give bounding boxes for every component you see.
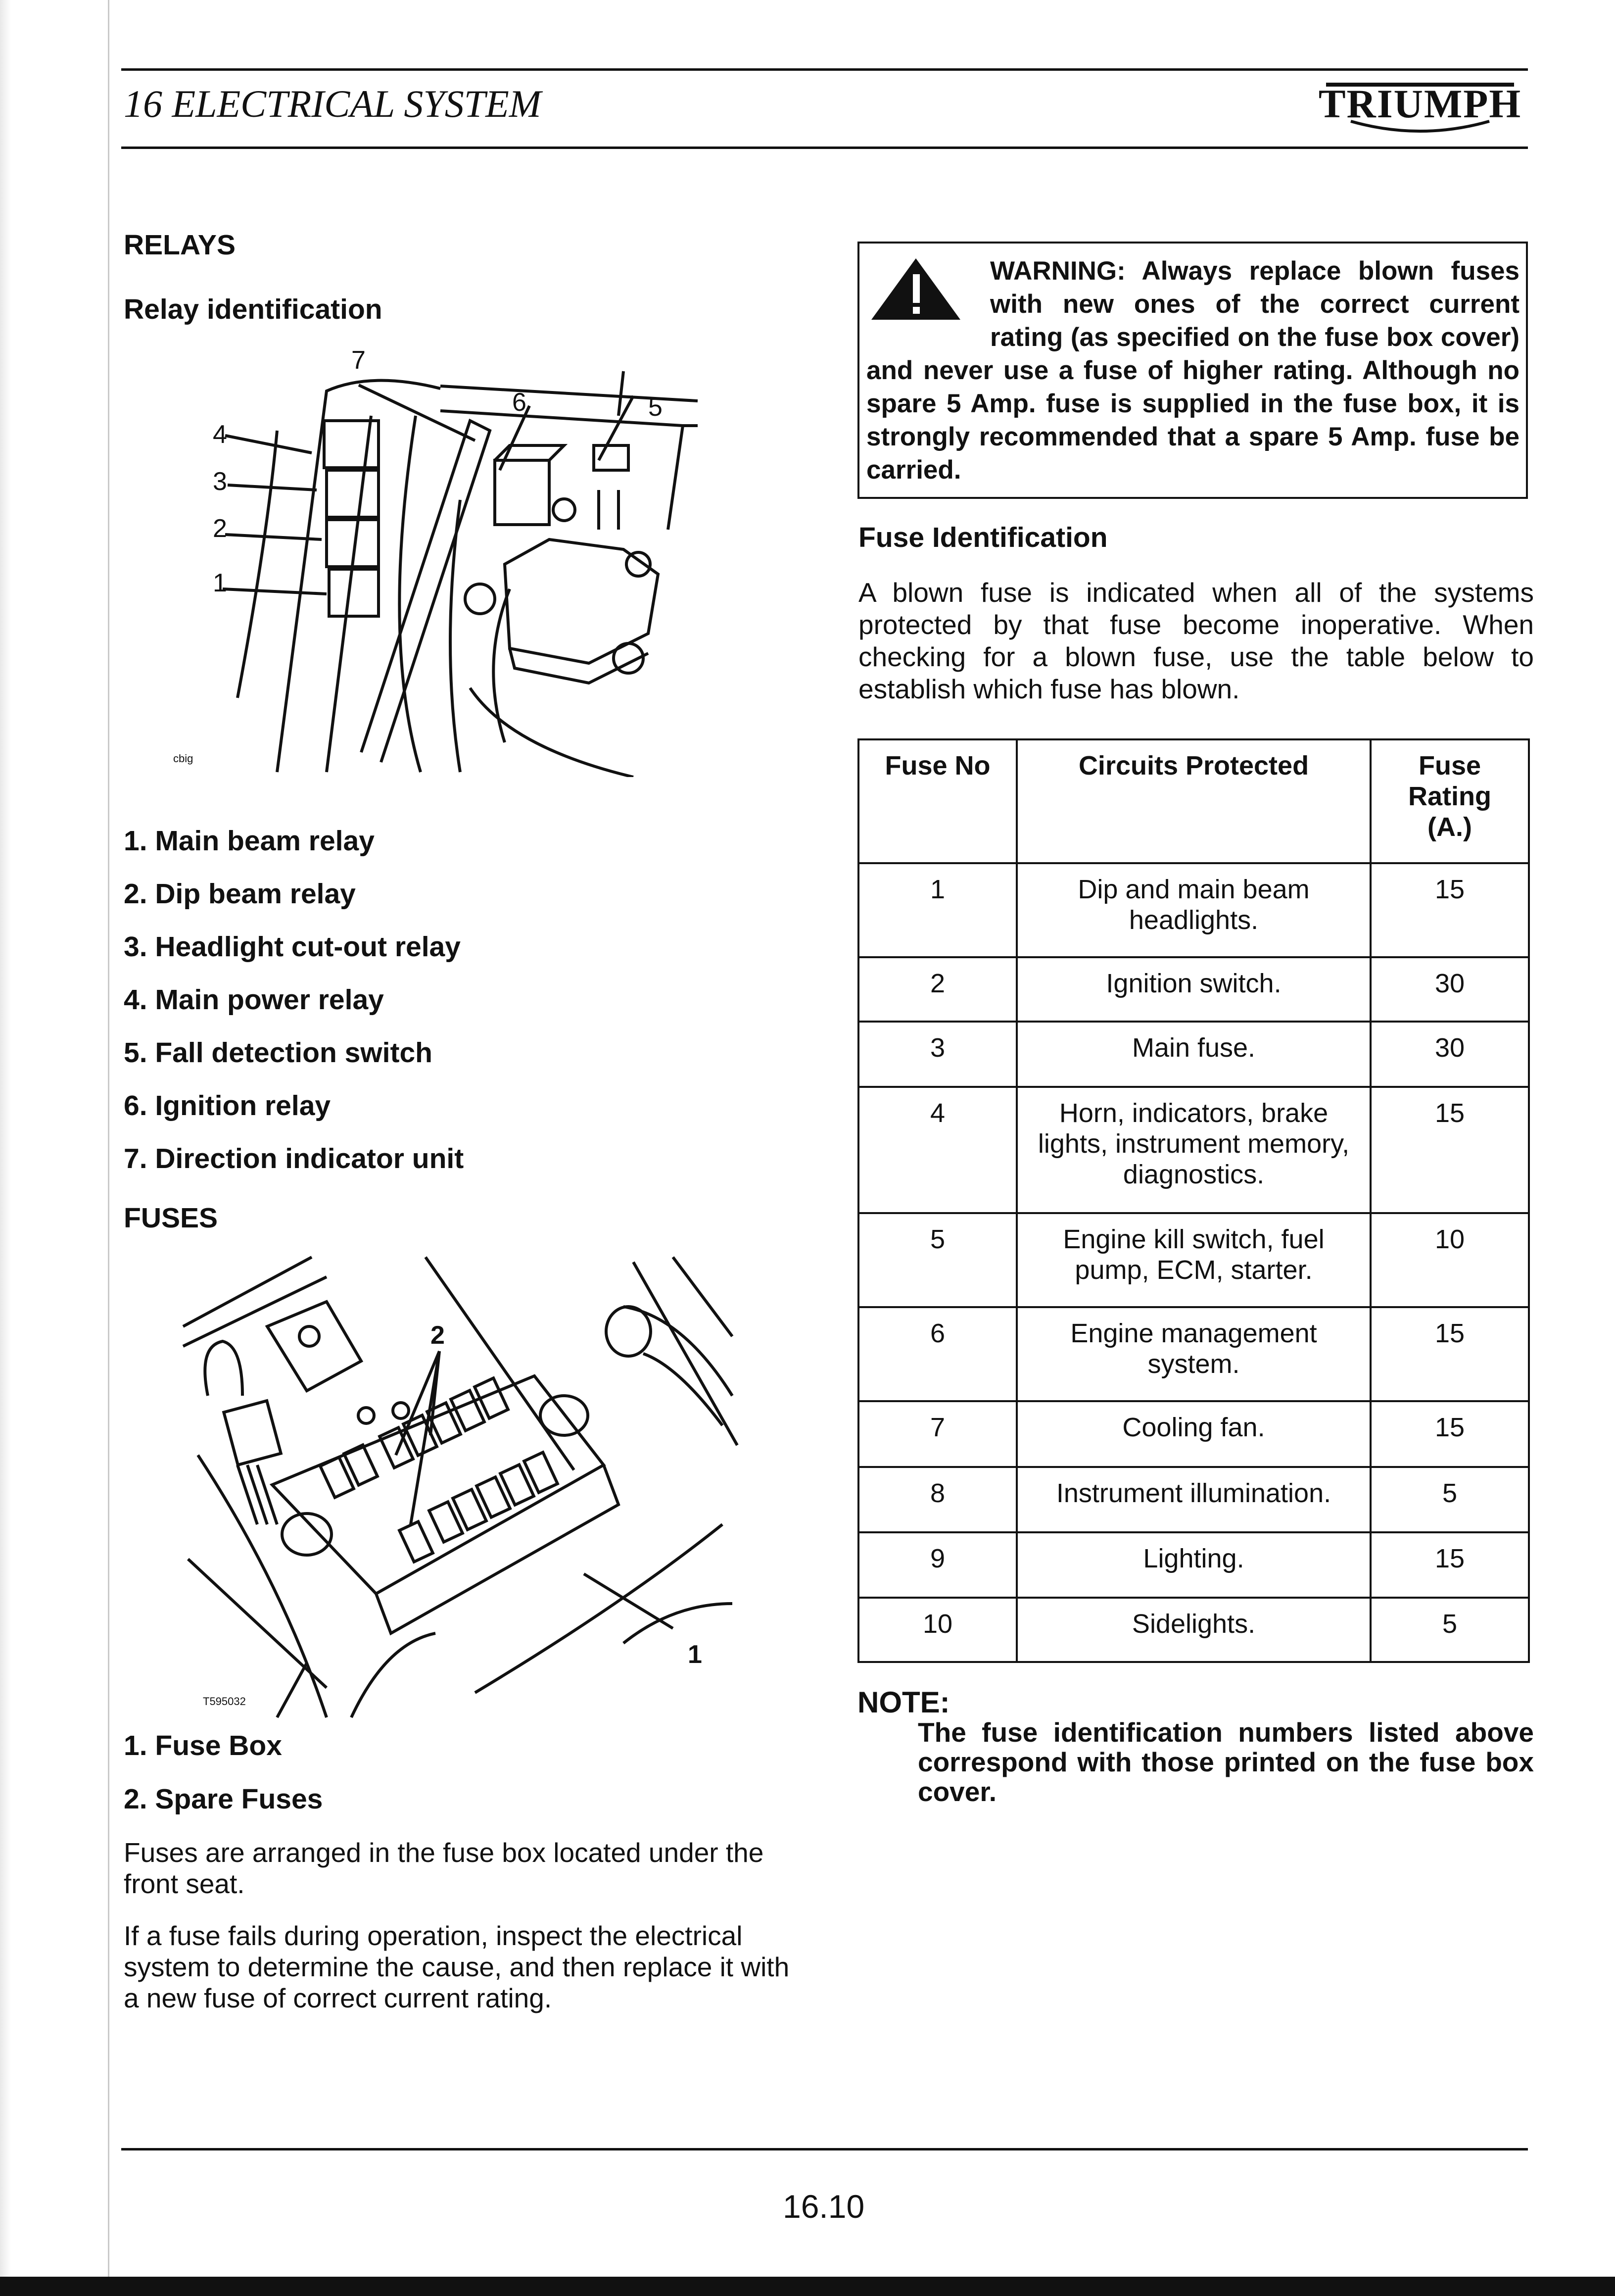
rating-cell: 15 xyxy=(1371,1532,1529,1598)
relay-legend-item: 6. Ignition relay xyxy=(124,1090,331,1122)
relay-legend-item: 5. Fall detection switch xyxy=(124,1037,432,1069)
fuse-callout-2: 2 xyxy=(430,1321,445,1350)
margin-line xyxy=(108,0,109,2296)
table-row xyxy=(858,1598,1529,1662)
column-header: Fuse Rating (A.) xyxy=(1371,739,1529,863)
header-top-rule xyxy=(121,68,1528,71)
relay-callout-6: 6 xyxy=(512,388,526,417)
relay-identification-heading: Relay identification xyxy=(124,293,382,325)
header-bottom-rule xyxy=(121,147,1528,149)
page-number: 16.10 xyxy=(783,2188,865,2225)
rating-cell: 30 xyxy=(1371,1022,1529,1087)
table-row xyxy=(858,1022,1529,1087)
circuits-cell: Main fuse. xyxy=(1017,1022,1371,1087)
fuses-paragraph: Fuses are arranged in the fuse box located under the front seat. xyxy=(124,1837,764,1899)
fuse-number-cell: 1 xyxy=(858,863,1017,957)
rating-cell: 15 xyxy=(1371,1307,1529,1401)
relay-callout-1: 1 xyxy=(213,569,227,597)
fuse-callout-1: 1 xyxy=(688,1640,702,1669)
triumph-logo xyxy=(1316,72,1524,144)
fuse-number-cell: 7 xyxy=(858,1401,1017,1467)
column-header: Fuse No xyxy=(858,739,1017,863)
fuse-number-cell: 9 xyxy=(858,1532,1017,1598)
circuits-cell: Cooling fan. xyxy=(1017,1401,1371,1467)
circuits-cell: Horn, indicators, brake lights, instrument memory, diagnostics. xyxy=(1017,1087,1371,1213)
circuits-cell: Lighting. xyxy=(1017,1532,1371,1598)
table-row xyxy=(858,1467,1529,1532)
circuits-cell: Dip and main beam headlights. xyxy=(1017,863,1371,957)
circuits-cell: Instrument illumination. xyxy=(1017,1467,1371,1532)
scan-bottom-bar xyxy=(0,2277,1615,2296)
relay-callout-2: 2 xyxy=(213,514,227,543)
relay-legend-item: 4. Main power relay xyxy=(124,984,384,1016)
fuse-figure-code: T595032 xyxy=(203,1695,246,1708)
relay-legend-item: 7. Direction indicator unit xyxy=(124,1143,464,1174)
fuse-number-cell: 8 xyxy=(858,1467,1017,1532)
fuse-table xyxy=(857,738,1530,1663)
table-row xyxy=(858,1401,1529,1467)
table-row xyxy=(858,1213,1529,1307)
circuits-cell: Engine kill switch, fuel pump, ECM, starter. xyxy=(1017,1213,1371,1307)
fuse-legend-item: 1. Fuse Box xyxy=(124,1730,282,1761)
relay-callout-5: 5 xyxy=(648,393,663,422)
fuses-heading: FUSES xyxy=(124,1202,218,1234)
fuse-number-cell: 3 xyxy=(858,1022,1017,1087)
svg-text:TRIUMPH: TRIUMPH xyxy=(1318,81,1522,126)
rating-cell: 5 xyxy=(1371,1598,1529,1662)
rating-cell: 30 xyxy=(1371,957,1529,1022)
fuse-identification-intro: A blown fuse is indicated when all of the systems protected by that fuse become inoperative. When checking for a blown fuse, use the table below to establish which fuse has blown. xyxy=(858,577,1534,704)
relay-callout-4: 4 xyxy=(213,420,227,449)
relay-figure-code: cbig xyxy=(173,752,193,765)
table-row xyxy=(858,1532,1529,1598)
relay-callout-7: 7 xyxy=(351,346,366,375)
rating-cell: 15 xyxy=(1371,1401,1529,1467)
footer-rule xyxy=(121,2148,1528,2150)
fuses-paragraph: If a fuse fails during operation, inspect the electrical system to determine the cause, and then replace it with a new fuse of correct current rating. xyxy=(124,1920,790,2013)
warning-triangle-icon xyxy=(866,254,990,324)
relay-callout-3: 3 xyxy=(213,467,227,496)
table-row xyxy=(858,1087,1529,1213)
column-header: Circuits Protected xyxy=(1017,739,1371,863)
rating-cell: 15 xyxy=(1371,863,1529,957)
fuse-legend-item: 2. Spare Fuses xyxy=(124,1783,323,1815)
circuits-cell: Sidelights. xyxy=(1017,1598,1371,1662)
note-heading: NOTE: xyxy=(857,1686,950,1719)
relay-legend-item: 2. Dip beam relay xyxy=(124,878,356,910)
note-text: The fuse identification numbers listed above correspond with those printed on the fuse box cover. xyxy=(918,1717,1534,1807)
page-title: 16 ELECTRICAL SYSTEM xyxy=(124,82,541,125)
warning-box xyxy=(857,242,1528,499)
warning-text: WARNING: Always replace blown fuses with new ones of the correct current rating (as specified on the fuse box cover) and never use a fuse of higher rating. Although no spare 5 Amp. fuse is supplied in the fuse box, it is strongly recommended that a spare 5 Amp. fuse be carried. xyxy=(866,256,1520,485)
table-row xyxy=(858,1307,1529,1401)
table-row xyxy=(858,863,1529,957)
table-row xyxy=(858,957,1529,1022)
circuits-cell: Ignition switch. xyxy=(1017,957,1371,1022)
rating-cell: 15 xyxy=(1371,1087,1529,1213)
rating-cell: 5 xyxy=(1371,1467,1529,1532)
fuse-identification-heading: Fuse Identification xyxy=(858,522,1108,553)
relay-location-figure xyxy=(163,342,703,777)
fuse-number-cell: 4 xyxy=(858,1087,1017,1213)
scan-edge xyxy=(0,0,11,2296)
fuse-table-header-row xyxy=(858,739,1529,863)
relay-legend-item: 3. Headlight cut-out relay xyxy=(124,931,461,963)
fuse-number-cell: 5 xyxy=(858,1213,1017,1307)
relay-legend-item: 1. Main beam relay xyxy=(124,825,375,857)
relays-heading: RELAYS xyxy=(124,229,236,261)
fuse-number-cell: 10 xyxy=(858,1598,1017,1662)
rating-cell: 10 xyxy=(1371,1213,1529,1307)
fuse-number-cell: 2 xyxy=(858,957,1017,1022)
fuse-number-cell: 6 xyxy=(858,1307,1017,1401)
fuse-box-figure xyxy=(178,1247,747,1722)
circuits-cell: Engine management system. xyxy=(1017,1307,1371,1401)
